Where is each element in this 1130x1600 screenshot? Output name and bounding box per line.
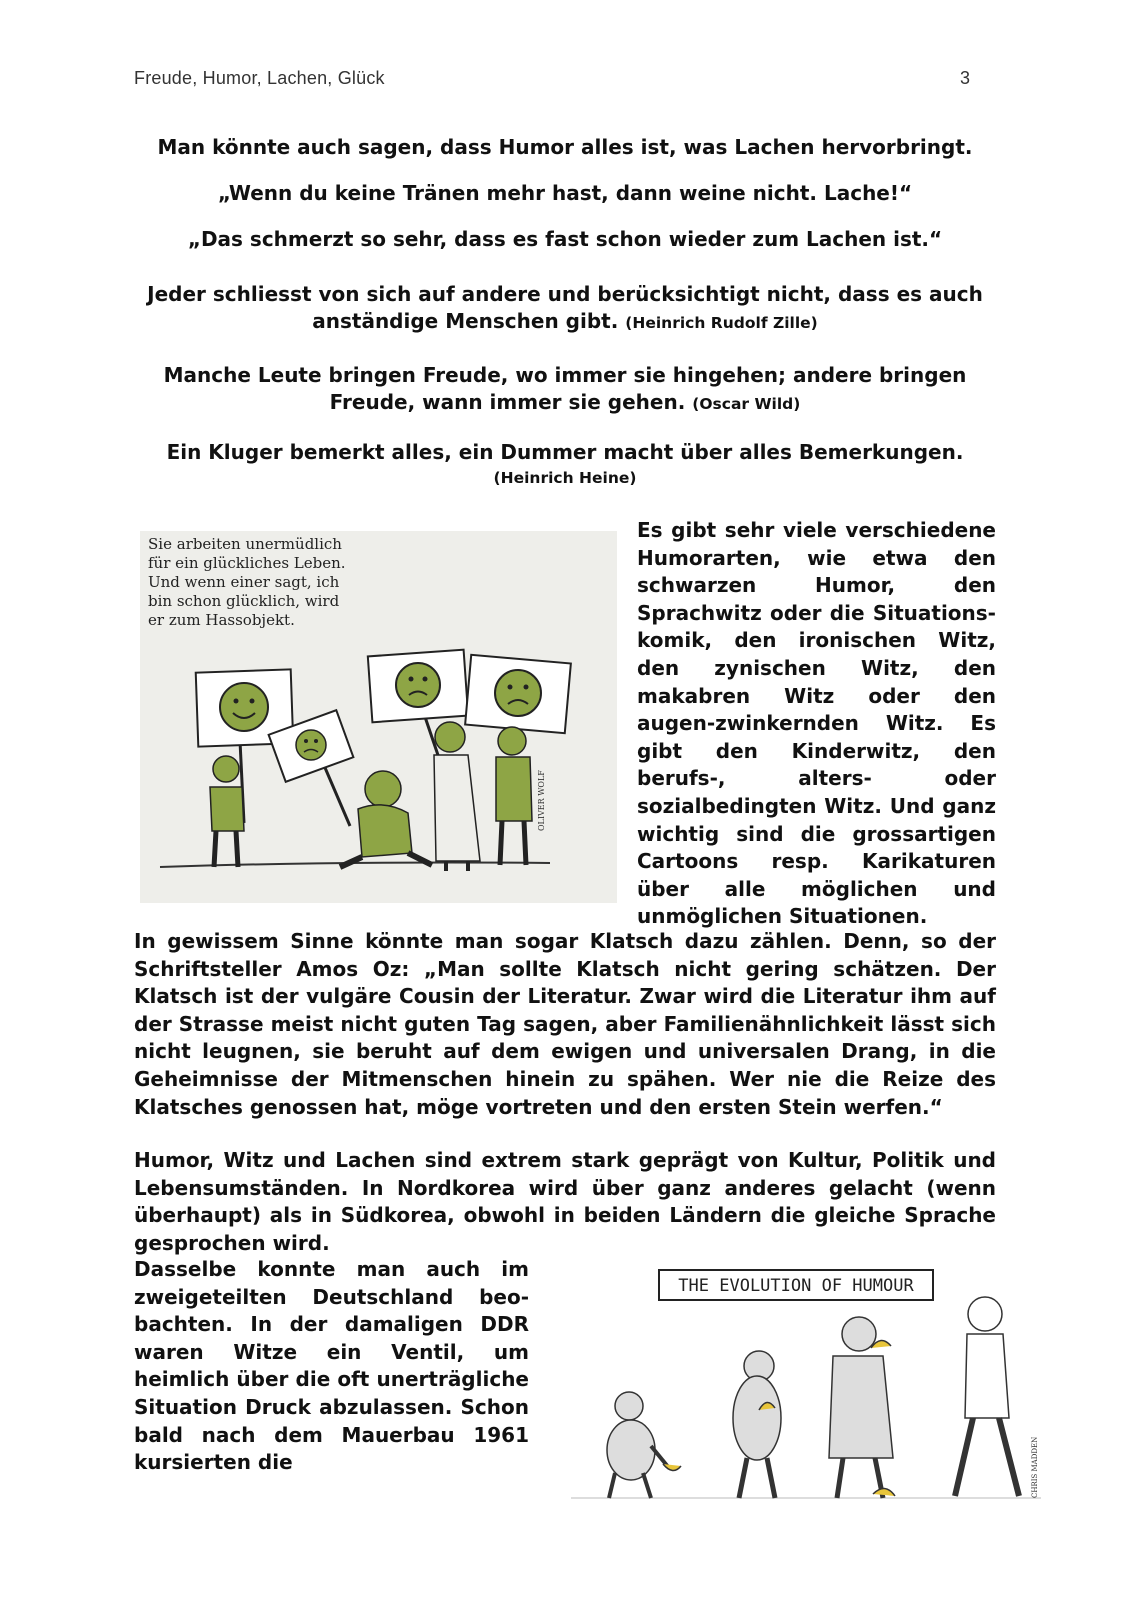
cartoon-evolution-of-humour xyxy=(571,1268,1051,1518)
cartoon-smiley-protest-drawing xyxy=(140,531,617,903)
cartoon1-caption-4: bin schon glücklich, wird xyxy=(148,592,340,610)
cartoon1-caption-5: er zum Hassobjekt. xyxy=(148,611,295,629)
cartoon1-caption-3: Und wenn einer sagt, ich xyxy=(148,573,340,591)
cartoon2-title: THE EVOLUTION OF HUMOUR xyxy=(678,1276,914,1296)
quote-wild-line1: Manche Leute bringen Freude, wo immer sie hingehen; andere bringen xyxy=(163,363,967,387)
cartoon2-signature: CHRIS MADDEN xyxy=(1031,1436,1039,1498)
quote-zille-text: anständige Menschen gibt. xyxy=(312,309,619,333)
paragraph-klatsch: In gewissem Sinne könnte man sogar Klatsch dazu zählen. Denn, so der Schriftsteller Amos Oz: „Man sollte Klatsch nicht gering schätzen. Der Klatsch ist der vulgäre Cousin der Literatur. Zwar wird die Literatur ihm auf der Strasse meist nicht guten Tag sagen, aber Familienähnlichkeit lässt sich nicht leugnen, sie beruht auf dem ewigen und universalen Drang, in die Geheimnisse der Mitmenschen hinein zu spähen. Wer nie die Reize des Klatsches genossen hat, möge vortreten und den ersten Stein werfen.“ xyxy=(134,929,996,1119)
figure-early-hominid xyxy=(733,1351,781,1498)
quote-heine xyxy=(134,439,996,490)
paragraph-humorarten: Es gibt sehr viele verschiedene Humorarten, wie etwa den schwarzen Humor, den Sprachwitz oder die Situations-komik, den ironischen Witz, den zynischen Witz, den makabren Witz oder den augen-zwinkernden Witz. Es gibt den Kinderwitz, den berufs-, alters- oder sozialbedingten Witz. Und ganz wichtig sind die grossartigen Cartoons resp. Karikaturen über alle möglichen und unmöglichen Situationen. xyxy=(637,518,996,929)
quote-wild-line2 xyxy=(134,389,996,418)
quote-wild xyxy=(134,362,996,418)
quote-heine-text: Ein Kluger bemerkt alles, ein Dummer macht über alles Bemerkungen. xyxy=(166,440,964,464)
quote-zille-line1: Jeder schliesst von sich auf andere und berücksichtigt nicht, dass es auch xyxy=(147,282,983,306)
banana-peel-icon xyxy=(873,1488,895,1496)
quote-zille-author: (Heinrich Rudolf Zille) xyxy=(625,314,818,332)
quote-zille-line2 xyxy=(134,308,996,337)
quote-heine-author: (Heinrich Heine) xyxy=(493,469,637,487)
quote-wild-text: Freude, wann immer sie gehen. xyxy=(329,390,686,414)
quote-wild-author: (Oscar Wild) xyxy=(692,395,801,413)
cartoon-smiley-protest xyxy=(140,531,617,903)
figure-modern-man xyxy=(955,1297,1019,1496)
quote-humor-definition: Man könnte auch sagen, dass Humor alles ist, was Lachen hervorbringt. xyxy=(157,135,973,159)
cartoon1-caption-2: für ein glückliches Leben. xyxy=(148,554,346,572)
cartoon-evolution-drawing xyxy=(571,1268,1051,1518)
paragraph-ddr: Dasselbe konnte man auch im zweigeteilten Deutschland beo-bachten. In der damaligen DDR waren Witze ein Ventil, um heimlich über die oft unerträgliche Situation Druck abzulassen. Schon bald nach dem Mauerbau 1961 kursierten die xyxy=(134,1257,529,1475)
quote-schmerzt: „Das schmerzt so sehr, dass es fast schon wieder zum Lachen ist.“ xyxy=(187,227,943,251)
quote-zille xyxy=(134,281,996,337)
header-title: Freude, Humor, Lachen, Glück xyxy=(134,68,385,88)
banana-1-icon xyxy=(663,1464,681,1471)
page-header xyxy=(134,68,970,92)
cartoon1-signature: OLIVER WOLF xyxy=(537,770,546,831)
figure-monkey xyxy=(607,1392,669,1498)
cartoon1-caption-1: Sie arbeiten unermüdlich xyxy=(148,535,342,553)
paragraph-kultur: Humor, Witz und Lachen sind extrem stark geprägt von Kultur, Politik und Lebensumständen. In Nordkorea wird über ganz anderes gelacht (wenn überhaupt) als in Südkorea, obwohl in beiden Ländern die gleiche Sprache gesprochen wird. xyxy=(134,1148,996,1255)
page-number: 3 xyxy=(959,68,970,88)
quote-traenen: „Wenn du keine Tränen mehr hast, dann weine nicht. Lache!“ xyxy=(217,181,913,205)
